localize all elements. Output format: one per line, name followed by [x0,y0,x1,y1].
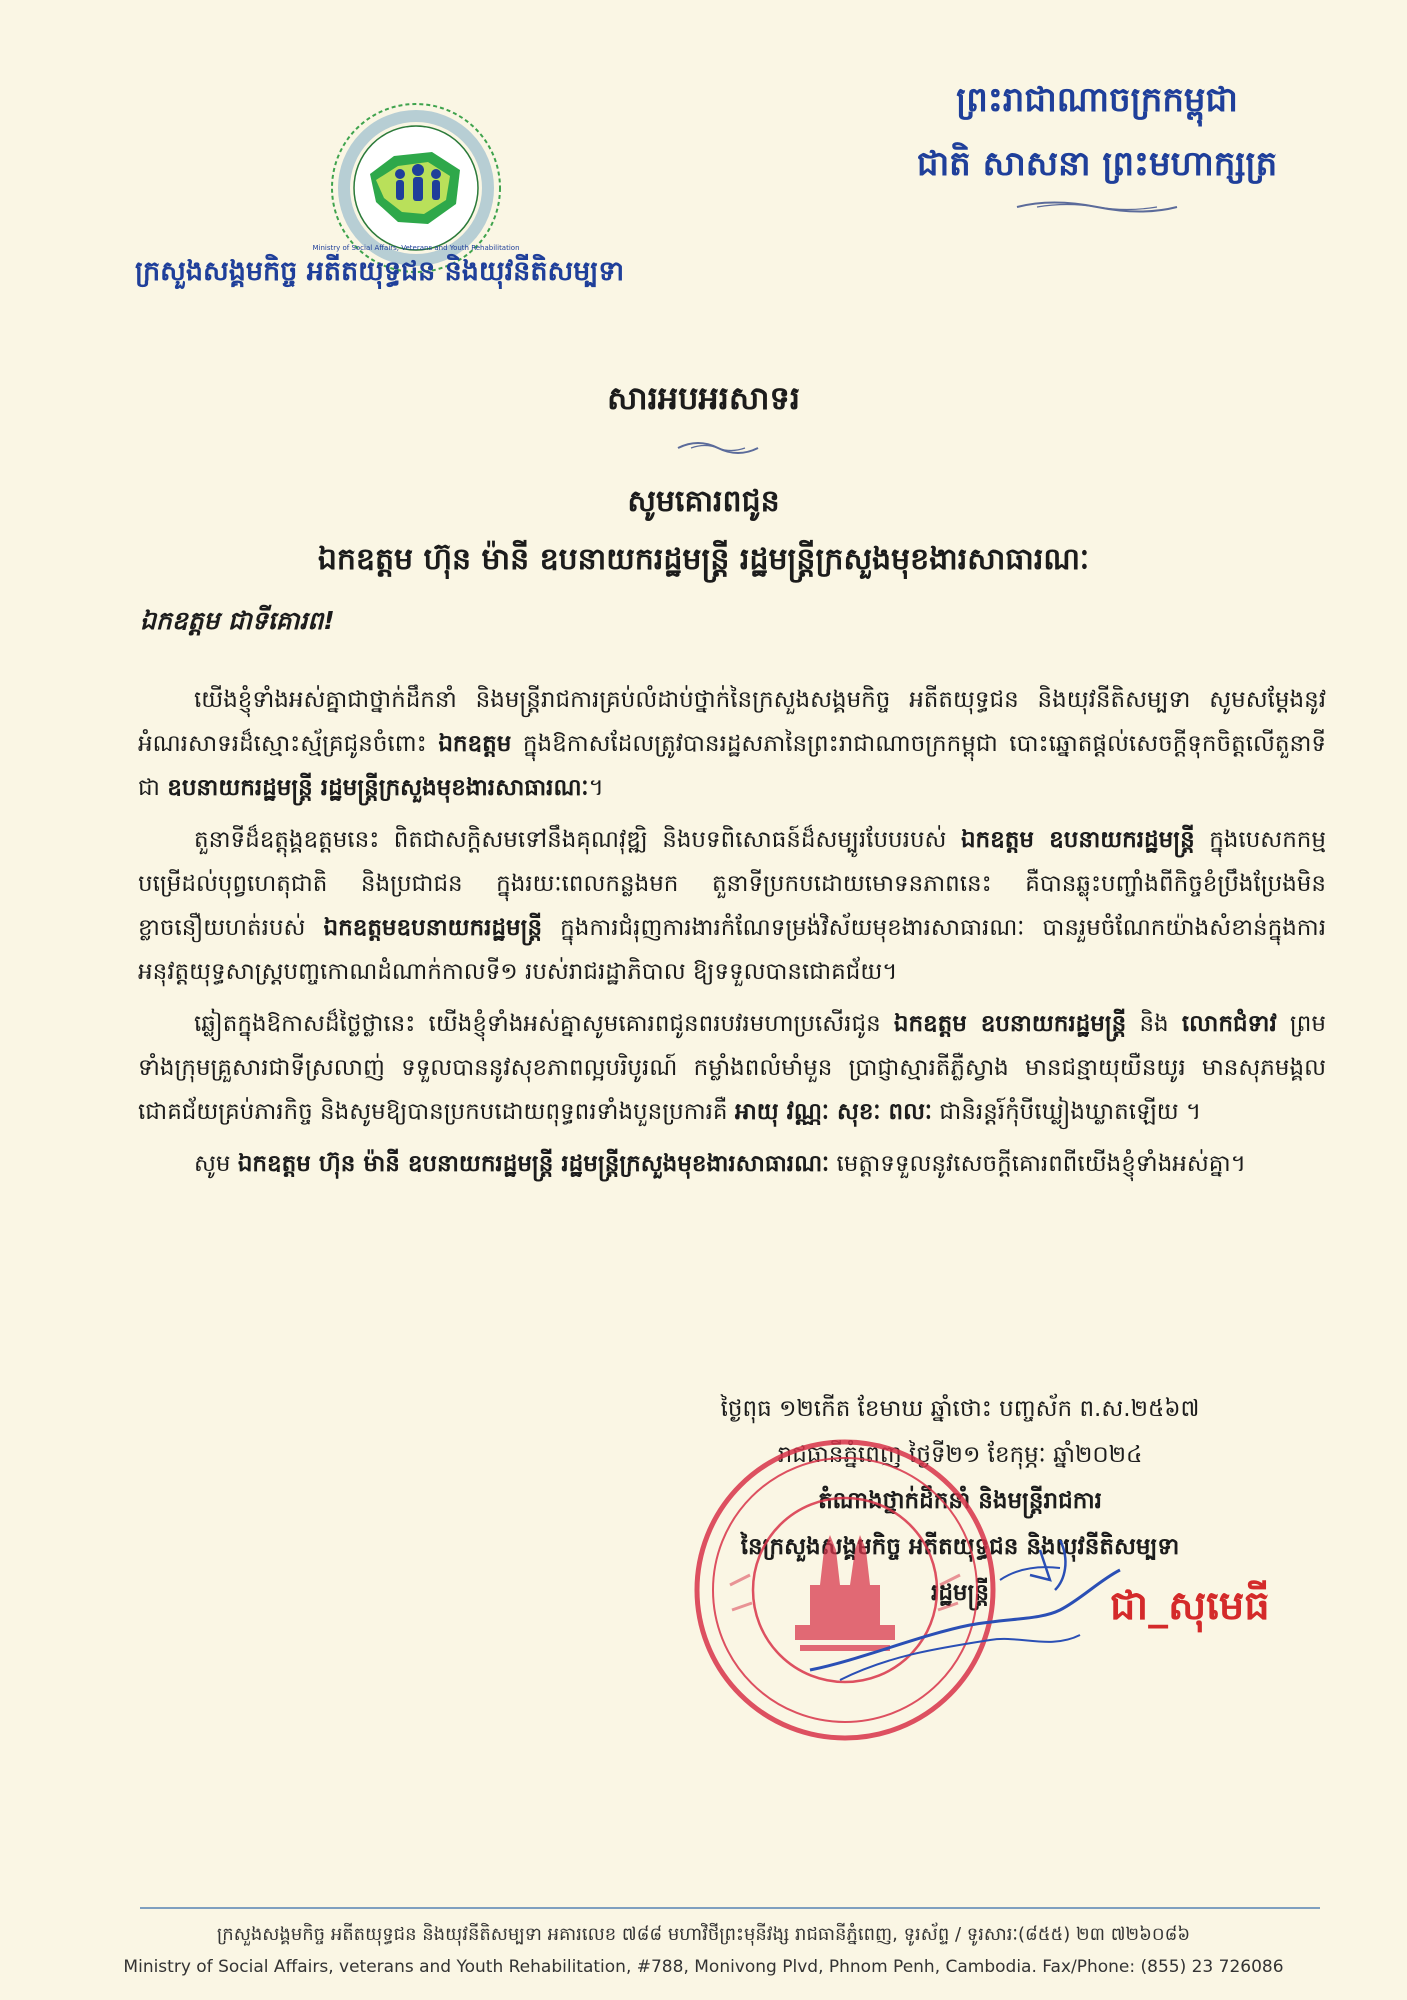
document-title: សារអបអរសាទរ [607,379,800,417]
p1-text-b: ឯកឧត្តម [438,731,512,757]
paragraph-4 [138,1142,1326,1186]
p3-text-a: ឆ្លៀតក្នុងឱកាសដ៏ថ្លៃថ្លានេះ យើងខ្ញុំទាំងអស់គ្នាសូមគោរពជូនពរបវរមហាប្រសើរជូន [194,1011,894,1037]
p4-text-b: ឯកឧត្តម ហ៊ុន ម៉ានី ឧបនាយករដ្ឋមន្ត្រី រដ្ឋមន្ត្រីក្រសួងមុខងារសាធារណៈ [237,1151,830,1177]
p4-text-a: សូម [194,1151,238,1177]
logo-ring-text: Ministry of Social Affairs, Veterans and Youth Rehabilitation [312,244,520,252]
p1-text-d: ឧបនាយករដ្ឋមន្ត្រី រដ្ឋមន្ត្រីក្រសួងមុខងារសាធារណៈ [167,775,589,801]
addressee-name: ឯកឧត្តម ហ៊ុន ម៉ានី ឧបនាយករដ្ឋមន្ត្រី រដ្ឋមន្ត្រីក្រសួងមុខងារសាធារណៈ [317,542,1090,577]
p3-text-b: ឯកឧត្តម ឧបនាយករដ្ឋមន្ត្រី [893,1011,1127,1037]
addressee-greeting: សូមគោរពជូន [627,484,780,519]
p3-text-c: និង [1126,1011,1182,1037]
salutation: ឯកឧត្តម ជាទីគោរព! [140,606,335,635]
p3-text-d: លោកជំទាវ [1181,1011,1277,1037]
letter-body [138,678,1326,1194]
lunar-date: ថ្ងៃពុធ ១២កើត ខែមាឃ ឆ្នាំថោះ បញ្ចស័ក ព.ស.២៥៦៧ [720,1396,1200,1422]
ministry-name: ក្រសួងសង្គមកិច្ច អតីតយុទ្ធជន និងយុវនីតិសម្បទា [135,256,625,287]
signatory-name: ជា_សុមេធី [1110,1583,1270,1629]
paragraph-1 [138,678,1326,810]
p2-text-b: ឯកឧត្តម ឧបនាយករដ្ឋមន្ត្រី [960,827,1195,853]
p1-text-e: ។ [588,775,604,801]
p1-text-c: ក្នុងឱកាសដែលត្រូវបានរដ្ឋសភានៃព្រះរាជាណាចក្រកម្ពុជា បោះឆ្នោតផ្តល់សេចក្តីទុកចិត្តលើតួនាទីជា [138,731,1326,801]
sender-line-2: នៃក្រសួងសង្គមកិច្ច អតីតយុទ្ធជន និងយុវនីតិសម្បទា [740,1534,1180,1560]
paragraph-3 [138,1002,1326,1134]
national-header [897,68,1297,214]
p3-text-f: អាយុ វណ្ណៈ សុខៈ ពលៈ [734,1099,933,1125]
national-motto: ជាតិ សាសនា ព្រះមហាក្សត្រ [916,144,1278,184]
p2-text-c: ក្នុងបេសកកម្មបម្រើដល់បុព្វហេតុជាតិ និងប្រជាជន ក្នុងរយៈពេលកន្លងមក តួនាទីប្រកបដោយមោទនភាពនេះ គឺបានឆ្លុះបញ្ចាំងពីកិច្ចខំប្រឹងប្រែងមិនខ្លាចនឿយហត់របស់ [138,827,1326,941]
p2-text-d: ឯកឧត្តមឧបនាយករដ្ឋមន្ត្រី [323,915,543,941]
sender-title: រដ្ឋមន្ត្រី [931,1580,989,1606]
ministry-logo-icon [312,100,520,276]
p3-text-g: ជានិរន្តរ៍កុំបីឃ្លៀងឃ្លាតឡើយ ។ [932,1099,1202,1125]
p2-text-a: តួនាទីដ៏ឧត្តុង្គឧត្តមនេះ ពិតជាសក្តិសមទៅនឹងគុណវុឌ្ឍិ និងបទពិសោធន៍ដ៏សម្បូរបែបរបស់ [194,827,961,853]
kingdom-name: ព្រះរាជាណាចក្រកម្ពុជា [956,80,1238,120]
p4-text-c: មេត្តាទទួលនូវសេចក្តីគោរពពីយើងខ្ញុំទាំងអស់គ្នា។ [829,1151,1246,1177]
p3-text-e: ព្រមទាំងក្រុមគ្រួសារជាទីស្រលាញ់ ទទួលបាននូវសុខភាពល្អបរិបូរណ៍ កម្លាំងពលំមាំមួន ប្រាជ្ញាស្មារតីភ្លឺស្វាង មានជន្មាយុយឺនយូរ មានសុភមង្គល ជោគជ័យគ្រប់ភារកិច្ច និងសូមឱ្យបានប្រកបដោយពុទ្ធពរទាំងបួនប្រការគឺ [138,1011,1326,1125]
p1-text-a: យើងខ្ញុំទាំងអស់គ្នាជាថ្នាក់ដឹកនាំ និងមន្ត្រីរាជការគ្រប់លំដាប់ថ្នាក់នៃក្រសួងសង្គមកិច្ច អតីតយុទ្ធជន និងយុវនីតិសម្បទា សូមសម្តែងនូវអំណរសាទរដ៏ស្មោះស្ម័គ្រជូនចំពោះ [138,687,1326,757]
p2-text-e: ក្នុងការជំរុញការងារកំណែទម្រង់វិស័យមុខងារសាធារណៈ បានរួមចំណែកយ៉ាងសំខាន់ក្នុងការអនុវត្តយុទ្ធសាស្ត្របញ្ចកោណដំណាក់កាលទី១ របស់រាជរដ្ឋាភិបាល ឱ្យទទួលបានជោគជ័យ។ [138,915,1327,985]
signature-icon [800,1540,1150,1700]
paragraph-2 [138,818,1326,994]
solar-date: រាជធានីភ្នំពេញ ថ្ងៃទី២១ ខែកុម្ភៈ ឆ្នាំ២០២៤ [777,1442,1143,1468]
motto-ornament-icon [1007,200,1187,214]
title-ornament-icon [673,438,763,458]
sender-line-1: តំណាងថ្នាក់ដឹកនាំ និងមន្ត្រីរាជការ [818,1488,1102,1514]
footer-divider [140,1907,1320,1909]
footer-address-khmer: ក្រសួងសង្គមកិច្ច អតីតយុទ្ធជន និងយុវនីតិសម្បទា អគារលេខ ៧៨៨ មហាវិថីព្រះមុនីវង្ស រាជធានីភ្នំពេញ, ទូរស័ព្ទ / ទូរសារៈ(៨៥៥) ២៣ ៧២៦០៨៦ [216,1924,1191,1945]
footer-address-english: Ministry of Social Affairs, veterans and Youth Rehabilitation, #788, Monivong Plvd, Phnom Penh, Cambodia. Fax/Phone: (855) 23 726086 [123,1957,1284,1977]
